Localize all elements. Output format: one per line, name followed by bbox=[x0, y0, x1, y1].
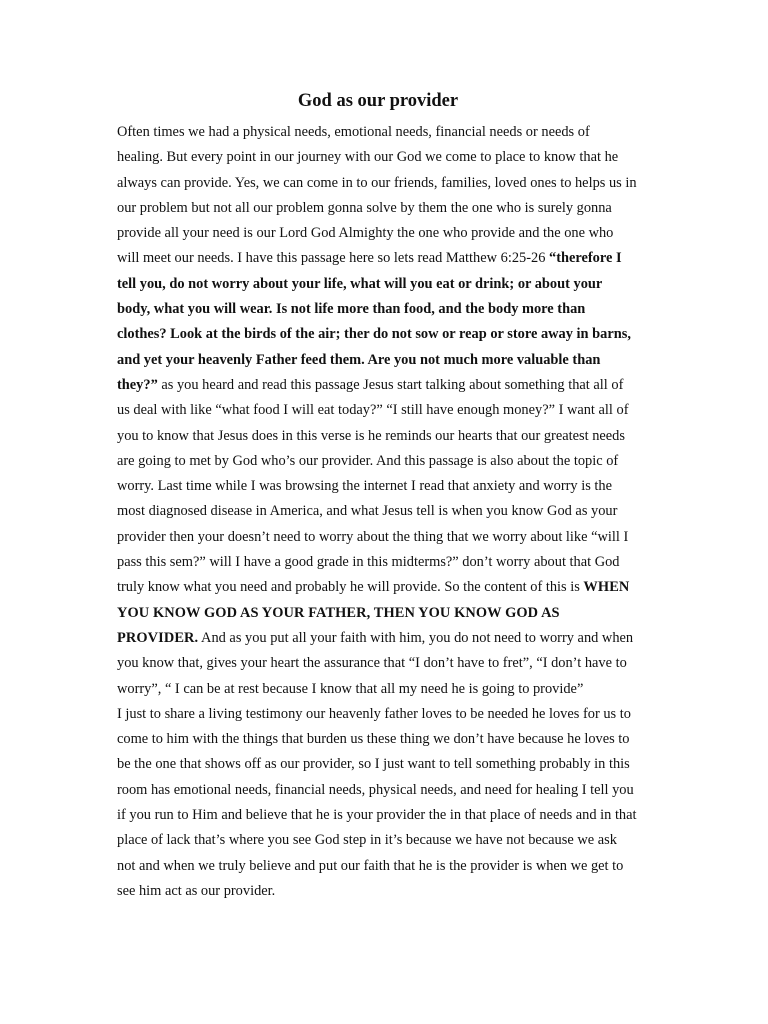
paragraph-1-text-c: And as you put all your faith with him, you do not need to worry and when you know that, gives your heart the assurance that “I don’t have to fret”, “I don’t have to worry”, “ I can be at rest because I know that all my need he is going to provide” bbox=[117, 629, 634, 697]
paragraph-1 bbox=[117, 120, 637, 702]
emphasis-statement: WHEN YOU KNOW GOD AS YOUR FATHER, THEN YOU KNOW GOD AS PROVIDER. bbox=[117, 579, 630, 646]
paragraph-2: I just to share a living testimony our heavenly father loves to be needed he loves for us to come to him with the things that burden us these thing we don’t have because he loves to be the one that shows off as our provider, so I just want to tell something probably in this room has emotional needs, financial needs, physical needs, and need for healing I tell you if you run to Him and believe that he is your provider the in that place of needs and in that place of lack that’s where you see God step in it’s because we have not because we ask not and when we truly believe and put our faith that he is the provider is when we get to see him act as our provider. bbox=[117, 705, 637, 899]
document-title: God as our provider bbox=[297, 91, 459, 111]
document-page bbox=[117, 88, 637, 904]
paragraph-1-text-b: as you heard and read this passage Jesus start talking about something that all of us deal with like “what food I will eat today?” “I still have enough money?” I want all of you to know that Jesus does in this verse is he reminds our hearts that our greatest needs are going to met by God who’s our provider. And this passage is also about the topic of worry. Last time while I was browsing the internet I read that anxiety and worry is the most diagnosed disease in America, and what Jesus tell is when you know God as your provider then your doesn’t need to worry about the thing that we worry about like “will I pass this sem?” will I have a good grade in this midterms?” don’t worry about that God truly know what you need and probably he will provide. So the content of this is bbox=[117, 376, 629, 596]
paragraph-1-text-a: Often times we had a physical needs, emotional needs, financial needs or needs of healing. But every point in our journey with our God we come to place to know that he always can provide. Yes, we can come in to our friends, families, loved ones to helps us in our problem but not all our problem gonna solve by them the one who is surely gonna provide all your need is our Lord God Almighty the one who provide and the one who will meet our needs. I have this passage here so lets read Matthew 6:25-26 bbox=[117, 124, 637, 267]
scripture-quote: “therefore I tell you, do not worry about your life, what will you eat or drink; or about your body, what you will wear. Is not life more than food, and the body more than clothes? Look at the birds of the air; ther do not sow or reap or store away in barns, and yet your heavenly Father feed them. Are you not much more valuable than they?” bbox=[117, 250, 631, 393]
